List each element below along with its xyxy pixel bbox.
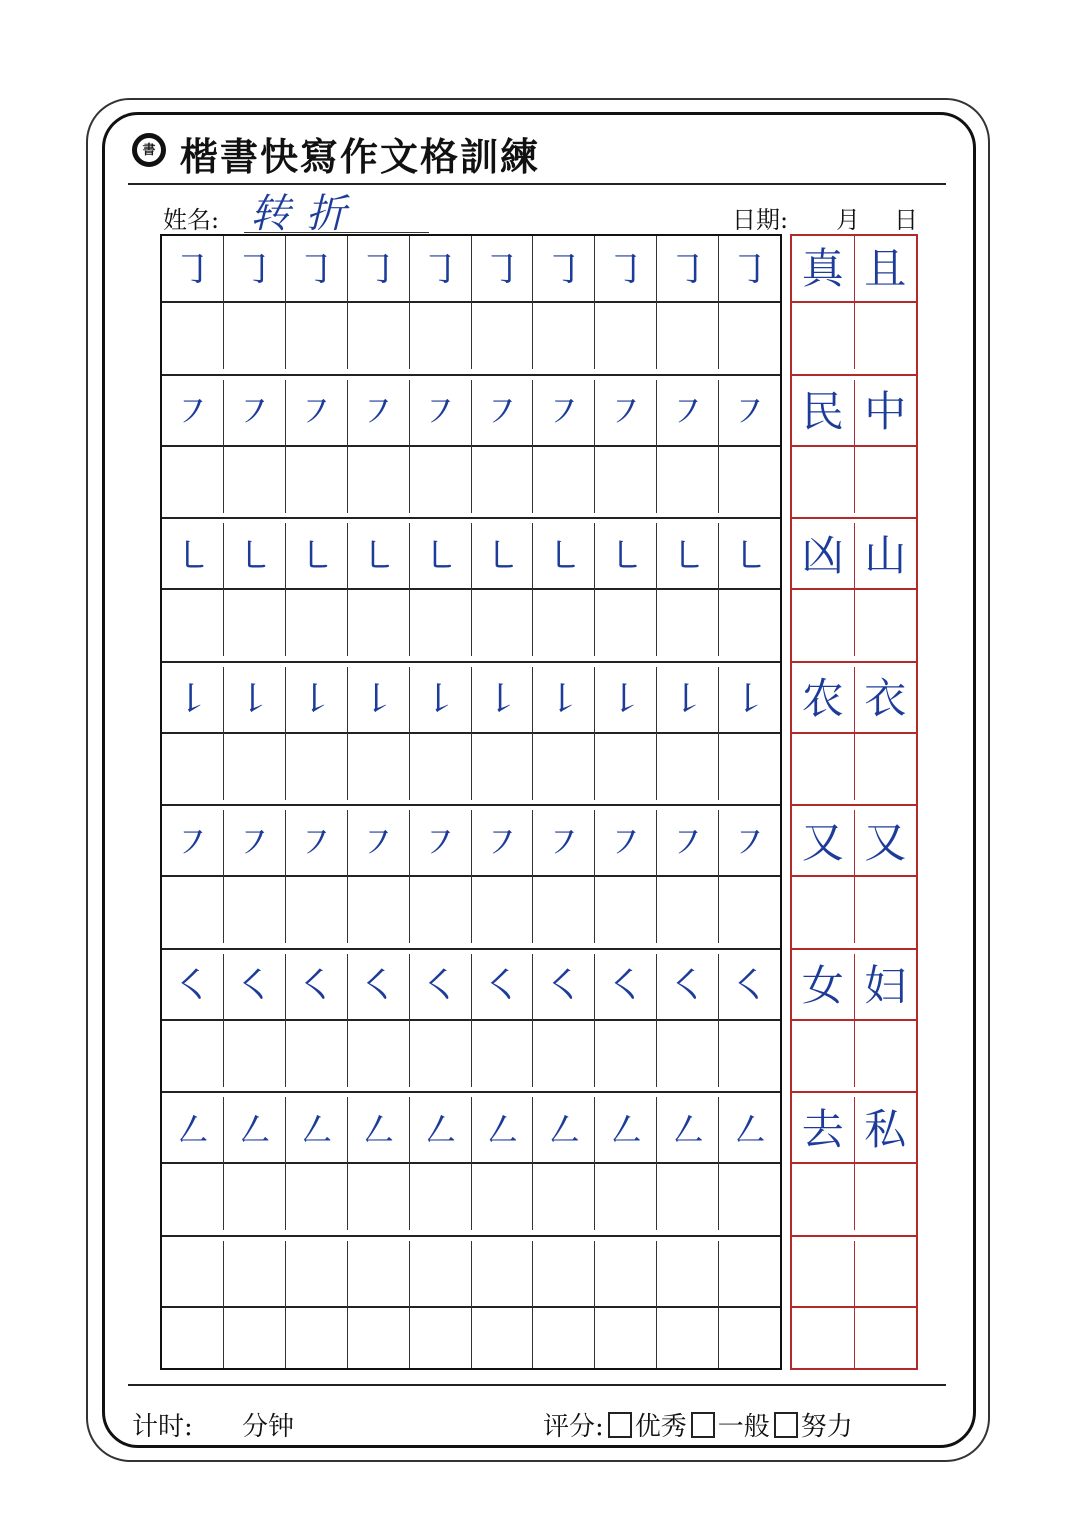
- stroke-sample[interactable]: ㇛: [410, 954, 472, 1019]
- example-character[interactable]: 凶: [792, 523, 855, 588]
- practice-cell[interactable]: [224, 732, 286, 800]
- stroke-sample[interactable]: ㇄: [410, 523, 472, 588]
- practice-row: [162, 667, 780, 734]
- rating-label: 评分:: [543, 1412, 604, 1442]
- practice-cell[interactable]: [792, 1019, 855, 1087]
- stroke-sample[interactable]: ㇜: [286, 1097, 348, 1162]
- blank-cell[interactable]: [224, 1241, 286, 1306]
- practice-cell[interactable]: [792, 445, 855, 513]
- practice-grid: [160, 234, 782, 1370]
- date-month-label: 月: [836, 206, 860, 234]
- stroke-sample[interactable]: ㇄: [348, 523, 410, 588]
- practice-cell[interactable]: [410, 732, 472, 800]
- practice-cell[interactable]: [472, 445, 534, 513]
- example-character[interactable]: 真: [792, 236, 855, 301]
- example-row: [792, 523, 916, 590]
- footer-divider: [128, 1384, 946, 1386]
- practice-cell[interactable]: [410, 1019, 472, 1087]
- practice-cell[interactable]: [162, 1306, 224, 1369]
- practice-cell[interactable]: [533, 1162, 595, 1230]
- example-character[interactable]: 去: [792, 1097, 855, 1162]
- blank-cell[interactable]: [162, 1241, 224, 1306]
- stroke-sample[interactable]: ㇇: [533, 810, 595, 875]
- writing-row: [162, 1162, 780, 1230]
- example-character[interactable]: 妇: [864, 961, 907, 1010]
- example-row: [792, 1241, 916, 1308]
- blank-cell[interactable]: [792, 1241, 855, 1306]
- practice-cell[interactable]: [348, 588, 410, 656]
- writing-row: [162, 588, 780, 656]
- practice-row: [162, 1097, 780, 1164]
- practice-cell[interactable]: [595, 445, 657, 513]
- stroke-sample[interactable]: ㇛: [533, 954, 595, 1019]
- example-character-grid: [790, 234, 918, 1370]
- stroke-sample[interactable]: ㇇: [472, 380, 534, 445]
- stroke-sample[interactable]: ㇇: [410, 380, 472, 445]
- example-character[interactable]: 衣: [864, 674, 907, 723]
- practice-cell[interactable]: [162, 1162, 224, 1230]
- writing-row: [792, 1306, 916, 1369]
- stroke-sample[interactable]: ㇆: [657, 236, 719, 301]
- logo: [132, 133, 166, 167]
- date-label: 日期:: [732, 206, 789, 234]
- stroke-sample[interactable]: ㇙: [162, 667, 224, 732]
- rating-checkbox-excellent[interactable]: [608, 1412, 632, 1438]
- stroke-sample[interactable]: ㇙: [472, 667, 534, 732]
- rating-option-average: 一般: [717, 1412, 770, 1442]
- practice-cell[interactable]: [657, 875, 719, 943]
- practice-cell[interactable]: [286, 301, 348, 369]
- stroke-sample[interactable]: ㇆: [224, 236, 286, 301]
- writing-row: [162, 1019, 780, 1087]
- blank-cell[interactable]: [719, 1241, 780, 1306]
- practice-cell[interactable]: [286, 732, 348, 800]
- stroke-sample[interactable]: ㇄: [657, 523, 719, 588]
- stroke-sample[interactable]: ㇜: [533, 1097, 595, 1162]
- practice-cell[interactable]: [162, 445, 224, 513]
- stroke-sample[interactable]: ㇛: [730, 964, 769, 1008]
- stroke-sample[interactable]: ㇜: [162, 1097, 224, 1162]
- example-character[interactable]: 又: [864, 817, 907, 867]
- practice-cell[interactable]: [348, 875, 410, 943]
- stroke-sample[interactable]: ㇛: [472, 954, 534, 1019]
- practice-cell[interactable]: [792, 875, 855, 943]
- example-row: [792, 1097, 916, 1164]
- practice-cell[interactable]: [855, 1306, 917, 1369]
- practice-cell[interactable]: [472, 875, 534, 943]
- practice-cell[interactable]: [224, 875, 286, 943]
- practice-cell[interactable]: [533, 301, 595, 369]
- practice-cell[interactable]: [224, 1306, 286, 1369]
- practice-cell[interactable]: [792, 301, 855, 369]
- stroke-sample[interactable]: ㇇: [348, 380, 410, 445]
- practice-cell[interactable]: [224, 588, 286, 656]
- practice-cell[interactable]: [286, 1019, 348, 1087]
- stroke-sample[interactable]: ㇆: [472, 236, 534, 301]
- stroke-sample[interactable]: ㇇: [162, 810, 224, 875]
- stroke-sample[interactable]: ㇇: [224, 380, 286, 445]
- practice-cell[interactable]: [595, 301, 657, 369]
- practice-cell[interactable]: [224, 445, 286, 513]
- practice-cell[interactable]: [410, 588, 472, 656]
- practice-cell[interactable]: [595, 732, 657, 800]
- stroke-sample[interactable]: ㇜: [224, 1097, 286, 1162]
- practice-cell[interactable]: [533, 1019, 595, 1087]
- stroke-sample[interactable]: ㇇: [657, 810, 719, 875]
- stroke-sample[interactable]: ㇇: [472, 810, 534, 875]
- stroke-sample[interactable]: ㇜: [472, 1097, 534, 1162]
- practice-cell[interactable]: [472, 1162, 534, 1230]
- stroke-sample[interactable]: ㇙: [286, 667, 348, 732]
- example-row: [792, 667, 916, 734]
- blank-cell[interactable]: [348, 1241, 410, 1306]
- writing-row: [792, 1019, 916, 1087]
- stroke-sample[interactable]: ㇇: [348, 810, 410, 875]
- practice-cell[interactable]: [348, 445, 410, 513]
- stroke-sample[interactable]: ㇜: [657, 1097, 719, 1162]
- stroke-sample[interactable]: ㇛: [657, 954, 719, 1019]
- practice-row: [162, 236, 780, 303]
- writing-row: [162, 1306, 780, 1369]
- practice-cell[interactable]: [533, 588, 595, 656]
- timer-label: 计时:: [132, 1412, 193, 1442]
- practice-cell[interactable]: [472, 1019, 534, 1087]
- stroke-sample[interactable]: ㇆: [162, 236, 224, 301]
- practice-cell[interactable]: [657, 1019, 719, 1087]
- blank-cell[interactable]: [595, 1241, 657, 1306]
- rating-option-effort: 努力: [800, 1412, 853, 1442]
- practice-cell[interactable]: [719, 875, 780, 943]
- stroke-sample[interactable]: ㇛: [348, 954, 410, 1019]
- blank-cell[interactable]: [410, 1241, 472, 1306]
- practice-cell[interactable]: [657, 301, 719, 369]
- stroke-sample[interactable]: ㇆: [533, 236, 595, 301]
- stroke-sample[interactable]: ㇙: [533, 667, 595, 732]
- stroke-sample[interactable]: ㇙: [595, 667, 657, 732]
- blank-cell[interactable]: [286, 1241, 348, 1306]
- example-row: [792, 236, 916, 303]
- stroke-sample[interactable]: ㇇: [286, 810, 348, 875]
- practice-cell[interactable]: [855, 301, 917, 369]
- writing-row: [162, 301, 780, 369]
- practice-cell[interactable]: [348, 1162, 410, 1230]
- writing-row: [162, 732, 780, 800]
- stroke-sample[interactable]: ㇙: [348, 667, 410, 732]
- stroke-sample[interactable]: ㇄: [162, 523, 224, 588]
- stroke-sample[interactable]: ㇙: [410, 667, 472, 732]
- stroke-sample[interactable]: ㇛: [162, 954, 224, 1019]
- practice-cell[interactable]: [719, 445, 780, 513]
- writing-row: [792, 732, 916, 800]
- practice-row: [162, 810, 780, 877]
- practice-cell[interactable]: [719, 1019, 780, 1087]
- practice-cell[interactable]: [719, 1306, 780, 1369]
- practice-cell[interactable]: [792, 1162, 855, 1230]
- writing-row: [792, 588, 916, 656]
- practice-cell[interactable]: [162, 1019, 224, 1087]
- practice-cell[interactable]: [410, 445, 472, 513]
- practice-cell[interactable]: [472, 1306, 534, 1369]
- example-character[interactable]: 中: [864, 387, 907, 436]
- practice-cell[interactable]: [348, 301, 410, 369]
- name-underline: [244, 232, 429, 233]
- practice-cell[interactable]: [719, 301, 780, 369]
- stroke-sample[interactable]: ㇜: [730, 1107, 769, 1152]
- practice-cell[interactable]: [348, 732, 410, 800]
- practice-cell[interactable]: [595, 875, 657, 943]
- example-character[interactable]: 山: [864, 530, 907, 580]
- practice-cell[interactable]: [719, 588, 780, 656]
- writing-row: [162, 875, 780, 943]
- practice-cell[interactable]: [595, 588, 657, 656]
- stroke-sample[interactable]: ㇙: [730, 677, 769, 721]
- practice-cell[interactable]: [286, 588, 348, 656]
- practice-row: [162, 523, 780, 590]
- practice-cell[interactable]: [595, 1019, 657, 1087]
- practice-cell[interactable]: [792, 1306, 855, 1369]
- stroke-sample[interactable]: ㇄: [533, 523, 595, 588]
- name-label: 姓名:: [163, 206, 220, 234]
- practice-cell[interactable]: [855, 1019, 917, 1087]
- practice-cell[interactable]: [286, 1162, 348, 1230]
- practice-cell[interactable]: [410, 1306, 472, 1369]
- practice-cell[interactable]: [595, 1306, 657, 1369]
- practice-cell[interactable]: [410, 1162, 472, 1230]
- stroke-sample[interactable]: ㇇: [533, 380, 595, 445]
- practice-cell[interactable]: [348, 1306, 410, 1369]
- practice-cell[interactable]: [855, 875, 917, 943]
- practice-cell[interactable]: [410, 875, 472, 943]
- stroke-sample[interactable]: ㇛: [224, 954, 286, 1019]
- stroke-sample[interactable]: ㇇: [224, 810, 286, 875]
- practice-cell[interactable]: [792, 732, 855, 800]
- stroke-sample[interactable]: ㇆: [730, 246, 769, 291]
- example-character[interactable]: 农: [792, 667, 855, 732]
- practice-cell[interactable]: [792, 588, 855, 656]
- example-character[interactable]: 又: [792, 810, 855, 875]
- stroke-sample[interactable]: ㇄: [595, 523, 657, 588]
- practice-cell[interactable]: [472, 588, 534, 656]
- page-title: 楷書快寫作文格訓練: [180, 134, 541, 179]
- example-row: [792, 954, 916, 1021]
- blank-cell[interactable]: [472, 1241, 534, 1306]
- stroke-sample[interactable]: ㇜: [410, 1097, 472, 1162]
- stroke-sample[interactable]: ㇜: [348, 1097, 410, 1162]
- rating-option-excellent: 优秀: [634, 1412, 687, 1442]
- example-character[interactable]: 私: [864, 1104, 907, 1154]
- stroke-sample[interactable]: ㇇: [595, 380, 657, 445]
- stroke-sample[interactable]: ㇆: [410, 236, 472, 301]
- practice-cell[interactable]: [162, 732, 224, 800]
- writing-row: [792, 301, 916, 369]
- writing-row: [162, 445, 780, 513]
- practice-cell[interactable]: [348, 1019, 410, 1087]
- practice-cell[interactable]: [657, 732, 719, 800]
- practice-cell[interactable]: [472, 301, 534, 369]
- practice-cell[interactable]: [162, 875, 224, 943]
- practice-cell[interactable]: [657, 1162, 719, 1230]
- blank-cell[interactable]: [533, 1241, 595, 1306]
- stroke-sample[interactable]: ㇛: [286, 954, 348, 1019]
- stroke-sample[interactable]: ㇇: [730, 390, 769, 434]
- stroke-sample[interactable]: ㇜: [595, 1097, 657, 1162]
- practice-cell[interactable]: [162, 588, 224, 656]
- timer-unit: 分钟: [242, 1412, 295, 1442]
- stroke-sample[interactable]: ㇆: [595, 236, 657, 301]
- practice-cell[interactable]: [657, 1306, 719, 1369]
- stroke-sample[interactable]: ㇇: [595, 810, 657, 875]
- practice-cell[interactable]: [533, 732, 595, 800]
- example-row: [792, 380, 916, 447]
- practice-cell[interactable]: [286, 1306, 348, 1369]
- practice-row: [162, 1241, 780, 1308]
- stroke-sample[interactable]: ㇄: [286, 523, 348, 588]
- blank-cell[interactable]: [657, 1241, 719, 1306]
- rating-checkbox-average[interactable]: [691, 1412, 715, 1438]
- stroke-sample[interactable]: ㇛: [595, 954, 657, 1019]
- stroke-sample[interactable]: ㇄: [730, 533, 769, 578]
- stroke-sample[interactable]: ㇇: [410, 810, 472, 875]
- example-row: [792, 810, 916, 877]
- practice-cell[interactable]: [472, 732, 534, 800]
- practice-cell[interactable]: [595, 1162, 657, 1230]
- practice-cell[interactable]: [224, 301, 286, 369]
- stroke-sample[interactable]: ㇙: [224, 667, 286, 732]
- stroke-sample[interactable]: ㇇: [657, 380, 719, 445]
- stroke-sample[interactable]: ㇇: [286, 380, 348, 445]
- practice-cell[interactable]: [162, 301, 224, 369]
- writing-row: [792, 1162, 916, 1230]
- stroke-sample[interactable]: ㇄: [224, 523, 286, 588]
- practice-cell[interactable]: [286, 445, 348, 513]
- practice-cell[interactable]: [719, 732, 780, 800]
- practice-cell[interactable]: [224, 1019, 286, 1087]
- blank-cell[interactable]: [855, 1241, 917, 1306]
- practice-row: [162, 380, 780, 447]
- example-character[interactable]: 女: [792, 954, 855, 1019]
- example-character[interactable]: 且: [864, 243, 907, 293]
- practice-cell[interactable]: [855, 445, 917, 513]
- practice-row: [162, 954, 780, 1021]
- practice-cell[interactable]: [533, 875, 595, 943]
- practice-cell[interactable]: [657, 445, 719, 513]
- example-character[interactable]: 民: [792, 380, 855, 445]
- practice-cell[interactable]: [286, 875, 348, 943]
- writing-row: [792, 445, 916, 513]
- practice-cell[interactable]: [855, 732, 917, 800]
- rating-section: [543, 1406, 853, 1443]
- practice-cell[interactable]: [224, 1162, 286, 1230]
- practice-cell[interactable]: [657, 588, 719, 656]
- stroke-sample[interactable]: ㇆: [286, 236, 348, 301]
- stroke-sample[interactable]: ㇇: [730, 820, 769, 865]
- practice-cell[interactable]: [410, 301, 472, 369]
- stroke-sample[interactable]: ㇆: [348, 236, 410, 301]
- rating-checkbox-effort[interactable]: [774, 1412, 798, 1438]
- stroke-sample[interactable]: ㇇: [162, 380, 224, 445]
- practice-cell[interactable]: [855, 1162, 917, 1230]
- practice-cell[interactable]: [533, 1306, 595, 1369]
- date-day-label: 日: [894, 206, 918, 234]
- stroke-sample[interactable]: ㇙: [657, 667, 719, 732]
- stroke-sample[interactable]: ㇄: [472, 523, 534, 588]
- practice-cell[interactable]: [855, 588, 917, 656]
- writing-row: [792, 875, 916, 943]
- practice-cell[interactable]: [533, 445, 595, 513]
- logo-glyph: 書: [142, 142, 156, 158]
- practice-cell[interactable]: [719, 1162, 780, 1230]
- name-field[interactable]: 转折: [250, 191, 362, 237]
